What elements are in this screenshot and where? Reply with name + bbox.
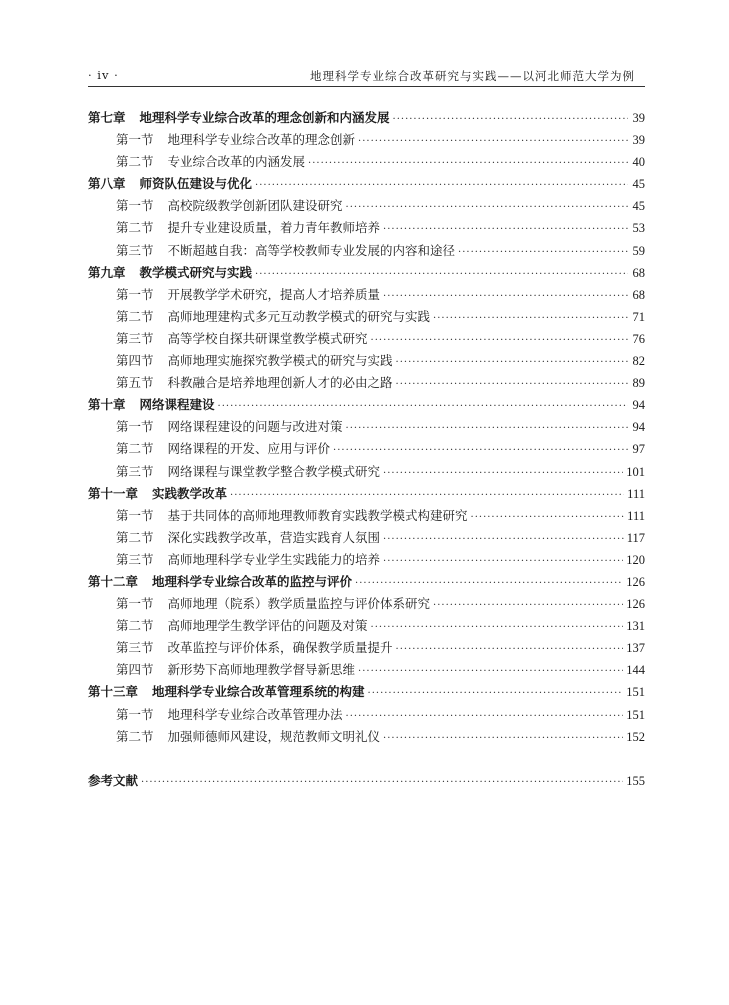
- dot-leader: [383, 463, 623, 485]
- dot-leader: [255, 175, 628, 197]
- toc-section-entry[interactable]: [88, 593, 645, 615]
- toc-entry-label: 第十二章: [88, 573, 139, 589]
- toc-entry-page: 101: [626, 464, 645, 479]
- toc-entry-title: 教学模式研究与实践: [139, 264, 253, 280]
- toc-entry-page: 94: [632, 420, 645, 435]
- toc-entry-title: 地理科学专业综合改革的监控与评价: [152, 573, 353, 589]
- running-title: 地理科学专业综合改革研究与实践——以河北师范大学为例: [310, 69, 635, 83]
- toc-entry-label: 第一节: [116, 706, 154, 722]
- toc-entry-page: 39: [632, 133, 645, 148]
- toc-entry-page: 45: [632, 199, 645, 214]
- toc-entry-page: 97: [632, 442, 645, 457]
- toc-section-entry[interactable]: [88, 328, 645, 350]
- toc-entry-title: 提升专业建设质量，着力青年教师培养: [167, 220, 381, 236]
- dot-leader: [393, 109, 628, 131]
- toc-section-entry[interactable]: [88, 637, 645, 659]
- toc-entry-page: 82: [632, 354, 645, 369]
- toc-entry-title: 高师地理建构式多元互动教学模式的研究与实践: [167, 308, 431, 324]
- dot-leader: [333, 440, 628, 462]
- toc-entry-title: 高师地理科学专业学生实践能力的培养: [167, 551, 381, 567]
- toc-section-entry[interactable]: [88, 527, 645, 549]
- toc-entry-title: 高师地理学生教学评估的问题及对策: [167, 618, 368, 634]
- toc-entry-title: 网络课程建设: [139, 397, 215, 413]
- toc-entry-title: 基于共同体的高师地理教师教育实践教学模式构建研究: [167, 507, 468, 523]
- toc-entry-page: 45: [632, 177, 645, 192]
- toc-entry-title: 地理科学专业综合改革的理念创新: [167, 132, 356, 148]
- toc-entry-label: 第一节: [116, 507, 154, 523]
- toc-section-entry[interactable]: [88, 461, 645, 483]
- toc-entry-title: 新形势下高师地理教学督导新思维: [167, 662, 356, 678]
- toc-entry-label: 第五节: [116, 375, 154, 391]
- toc-entry-page: 94: [632, 398, 645, 413]
- dot-leader: [471, 507, 625, 529]
- dot-leader: [230, 485, 624, 507]
- toc-references-entry[interactable]: [88, 770, 645, 792]
- toc-entry-title: 参考文献: [88, 772, 139, 788]
- toc-entry-page: 151: [626, 707, 645, 722]
- toc-entry-label: 第二节: [116, 728, 154, 744]
- toc-section-entry[interactable]: [88, 129, 645, 151]
- dot-leader: [358, 131, 628, 153]
- toc-section-entry[interactable]: [88, 726, 645, 748]
- toc-entry-label: 第八章: [88, 176, 126, 192]
- table-of-contents: [88, 107, 645, 792]
- toc-entry-title: 师资队伍建设与优化: [139, 176, 253, 192]
- page-number: · iv ·: [88, 68, 119, 82]
- toc-entry-page: 131: [626, 619, 645, 634]
- toc-entry-label: 第三节: [116, 463, 154, 479]
- toc-entry-title: 地理科学专业综合改革管理系统的构建: [152, 684, 365, 700]
- toc-entry-page: 53: [632, 221, 645, 236]
- toc-entry-page: 151: [626, 685, 645, 700]
- toc-entry-title: 科教融合是培养地理创新人才的必由之路: [167, 375, 393, 391]
- dot-leader: [433, 595, 623, 617]
- toc-entry-page: 68: [632, 287, 645, 302]
- dot-leader: [396, 352, 628, 374]
- toc-entry-page: 40: [632, 155, 645, 170]
- toc-entry-label: 第四节: [116, 353, 154, 369]
- toc-chapter-entry[interactable]: [88, 681, 645, 703]
- toc-entry-page: 59: [632, 243, 645, 258]
- toc-entry-page: 89: [632, 376, 645, 391]
- toc-entry-page: 120: [626, 552, 645, 567]
- dot-leader: [346, 418, 628, 440]
- toc-entry-title: 网络课程与课堂教学整合教学模式研究: [167, 463, 381, 479]
- dot-leader: [383, 529, 624, 551]
- toc-section-entry[interactable]: [88, 217, 645, 239]
- dot-leader: [383, 551, 623, 573]
- toc-entry-label: 第一节: [116, 419, 154, 435]
- toc-entry-label: 第三节: [116, 551, 154, 567]
- toc-entry-label: 第三节: [116, 330, 154, 346]
- dot-leader: [383, 219, 628, 241]
- dot-leader: [308, 153, 628, 175]
- toc-section-entry[interactable]: [88, 151, 645, 173]
- toc-entry-label: 第二节: [116, 441, 154, 457]
- toc-entry-title: 地理科学专业综合改革管理办法: [167, 706, 343, 722]
- toc-section-entry[interactable]: [88, 240, 645, 262]
- toc-entry-title: 开展教学学术研究，提高人才培养质量: [167, 286, 381, 302]
- toc-entry-label: 第七章: [88, 110, 126, 125]
- toc-entry-label: 第三节: [116, 640, 154, 656]
- toc-entry-title: 高师地理实施探究教学模式的研究与实践: [167, 353, 393, 369]
- toc-chapter-entry[interactable]: [88, 107, 645, 129]
- toc-entry-label: 第十章: [88, 397, 126, 413]
- dot-leader: [433, 308, 628, 330]
- dot-leader: [371, 330, 628, 352]
- dot-leader: [368, 683, 624, 705]
- toc-chapter-entry[interactable]: [88, 262, 645, 284]
- toc-entry-title: 地理科学专业综合改革的理念创新和内涵发展: [139, 110, 390, 125]
- toc-section-entry[interactable]: [88, 549, 645, 571]
- toc-entry-title: 网络课程的开发、应用与评价: [167, 441, 331, 457]
- toc-section-entry[interactable]: [88, 659, 645, 681]
- toc-entry-label: 第二节: [116, 220, 154, 236]
- dot-leader: [346, 706, 624, 728]
- toc-entry-label: 第十三章: [88, 684, 139, 700]
- toc-entry-label: 第一节: [116, 286, 154, 302]
- toc-entry-label: 第二节: [116, 154, 154, 170]
- toc-section-entry[interactable]: [88, 505, 645, 527]
- toc-entry-title: 高等学校自探共研课堂教学模式研究: [167, 330, 368, 346]
- toc-entry-page: 68: [632, 265, 645, 280]
- toc-entry-page: 76: [632, 331, 645, 346]
- toc-entry-page: 126: [626, 574, 645, 589]
- toc-section-entry[interactable]: [88, 372, 645, 394]
- toc-entry-page: 111: [627, 486, 645, 501]
- toc-section-entry[interactable]: [88, 438, 645, 460]
- toc-entry-title: 高校院级教学创新团队建设研究: [167, 198, 343, 214]
- toc-section-entry[interactable]: [88, 615, 645, 637]
- toc-chapter-entry[interactable]: [88, 571, 645, 593]
- toc-entry-title: 专业综合改革的内涵发展: [167, 154, 306, 170]
- toc-entry-title: 高师地理（院系）教学质量监控与评价体系研究: [167, 596, 431, 612]
- dot-leader: [141, 772, 623, 794]
- dot-leader: [371, 617, 624, 639]
- toc-entry-page: 126: [626, 597, 645, 612]
- toc-entry-title: 加强师德师风建设，规范教师文明礼仪: [167, 728, 381, 744]
- toc-chapter-entry[interactable]: [88, 173, 645, 195]
- toc-entry-page: 152: [626, 729, 645, 744]
- toc-entry-label: 第二节: [116, 529, 154, 545]
- toc-entry-label: 第一节: [116, 132, 154, 148]
- running-header: [88, 64, 645, 87]
- dot-leader: [346, 197, 628, 219]
- dot-leader: [383, 728, 623, 750]
- dot-leader: [383, 286, 628, 308]
- toc-entry-page: 144: [626, 663, 645, 678]
- toc-entry-label: 第二节: [116, 308, 154, 324]
- toc-entry-label: 第三节: [116, 242, 154, 258]
- toc-entry-page: 39: [632, 111, 645, 125]
- toc-section-entry[interactable]: [88, 284, 645, 306]
- dot-leader: [396, 374, 628, 396]
- dot-leader: [396, 639, 624, 661]
- toc-section-entry[interactable]: [88, 306, 645, 328]
- toc-chapter-entry[interactable]: [88, 483, 645, 505]
- toc-chapter-entry[interactable]: [88, 394, 645, 416]
- toc-entry-title: 改革监控与评价体系，确保教学质量提升: [167, 640, 393, 656]
- toc-entry-label: 第十一章: [88, 485, 139, 501]
- toc-entry-label: 第四节: [116, 662, 154, 678]
- toc-entry-label: 第一节: [116, 198, 154, 214]
- toc-entry-page: 117: [626, 530, 645, 545]
- toc-entry-title: 网络课程建设的问题与改进对策: [167, 419, 343, 435]
- toc-entry-page: 137: [626, 641, 645, 656]
- toc-entry-label: 第九章: [88, 264, 126, 280]
- toc-section-entry[interactable]: [88, 704, 645, 726]
- toc-section-entry[interactable]: [88, 416, 645, 438]
- toc-entry-page: 155: [626, 773, 645, 788]
- dot-leader: [458, 242, 628, 264]
- dot-leader: [355, 573, 623, 595]
- toc-entry-title: 不断超越自我：高等学校教师专业发展的内容和途径: [167, 242, 456, 258]
- toc-section-entry[interactable]: [88, 350, 645, 372]
- toc-entry-label: 第二节: [116, 618, 154, 634]
- toc-entry-title: 深化实践教学改革，营造实践育人氛围: [167, 529, 381, 545]
- dot-leader: [218, 396, 628, 418]
- toc-entry-label: 第一节: [116, 596, 154, 612]
- toc-entry-title: 实践教学改革: [152, 485, 228, 501]
- spacer: [88, 748, 645, 770]
- toc-section-entry[interactable]: [88, 195, 645, 217]
- dot-leader: [255, 264, 628, 286]
- toc-entry-page: 111: [627, 508, 645, 523]
- toc-entry-page: 71: [632, 309, 645, 324]
- dot-leader: [358, 661, 623, 683]
